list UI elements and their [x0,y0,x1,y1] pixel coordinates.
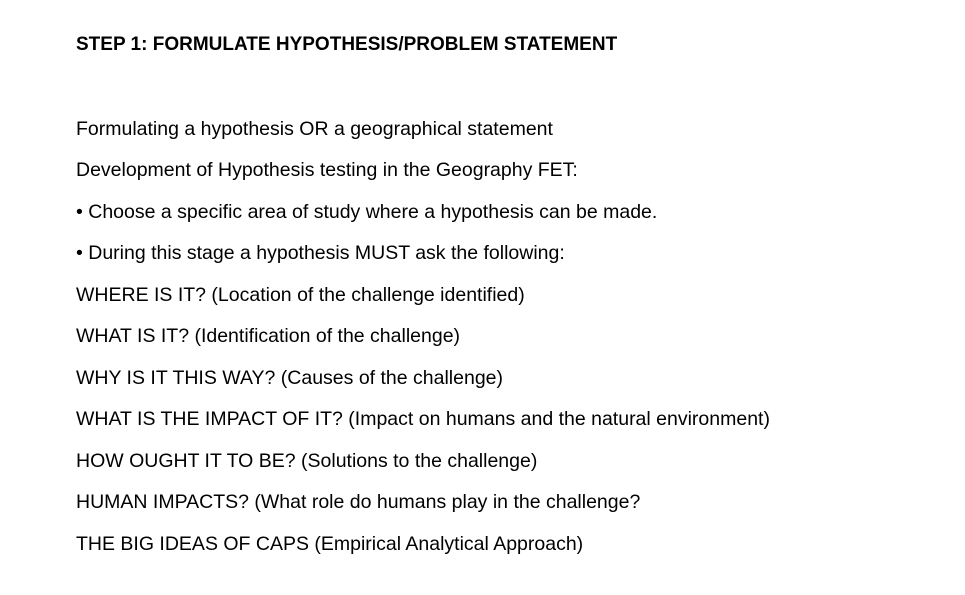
paragraph-line: Formulating a hypothesis OR a geographical statement [76,118,553,140]
paragraph-line: Development of Hypothesis testing in the Geography FET: [76,159,578,181]
question-line: WHAT IS THE IMPACT OF IT? (Impact on humans and the natural environment) [76,408,770,430]
question-line: WHY IS IT THIS WAY? (Causes of the challenge) [76,367,504,389]
question-line: HOW OUGHT IT TO BE? (Solutions to the challenge) [76,450,538,472]
bullet-item: • Choose a specific area of study where a hypothesis can be made. [76,201,658,223]
question-line: WHERE IS IT? (Location of the challenge identified) [76,284,525,306]
bullet-item: • During this stage a hypothesis MUST ask the following: [76,242,565,264]
question-line: HUMAN IMPACTS? (What role do humans play in the challenge? [76,491,641,513]
paragraph-line: THE BIG IDEAS OF CAPS (Empirical Analytical Approach) [76,533,584,555]
question-line: WHAT IS IT? (Identification of the challenge) [76,325,461,347]
page-heading: STEP 1: FORMULATE HYPOTHESIS/PROBLEM STATEMENT [76,34,618,55]
